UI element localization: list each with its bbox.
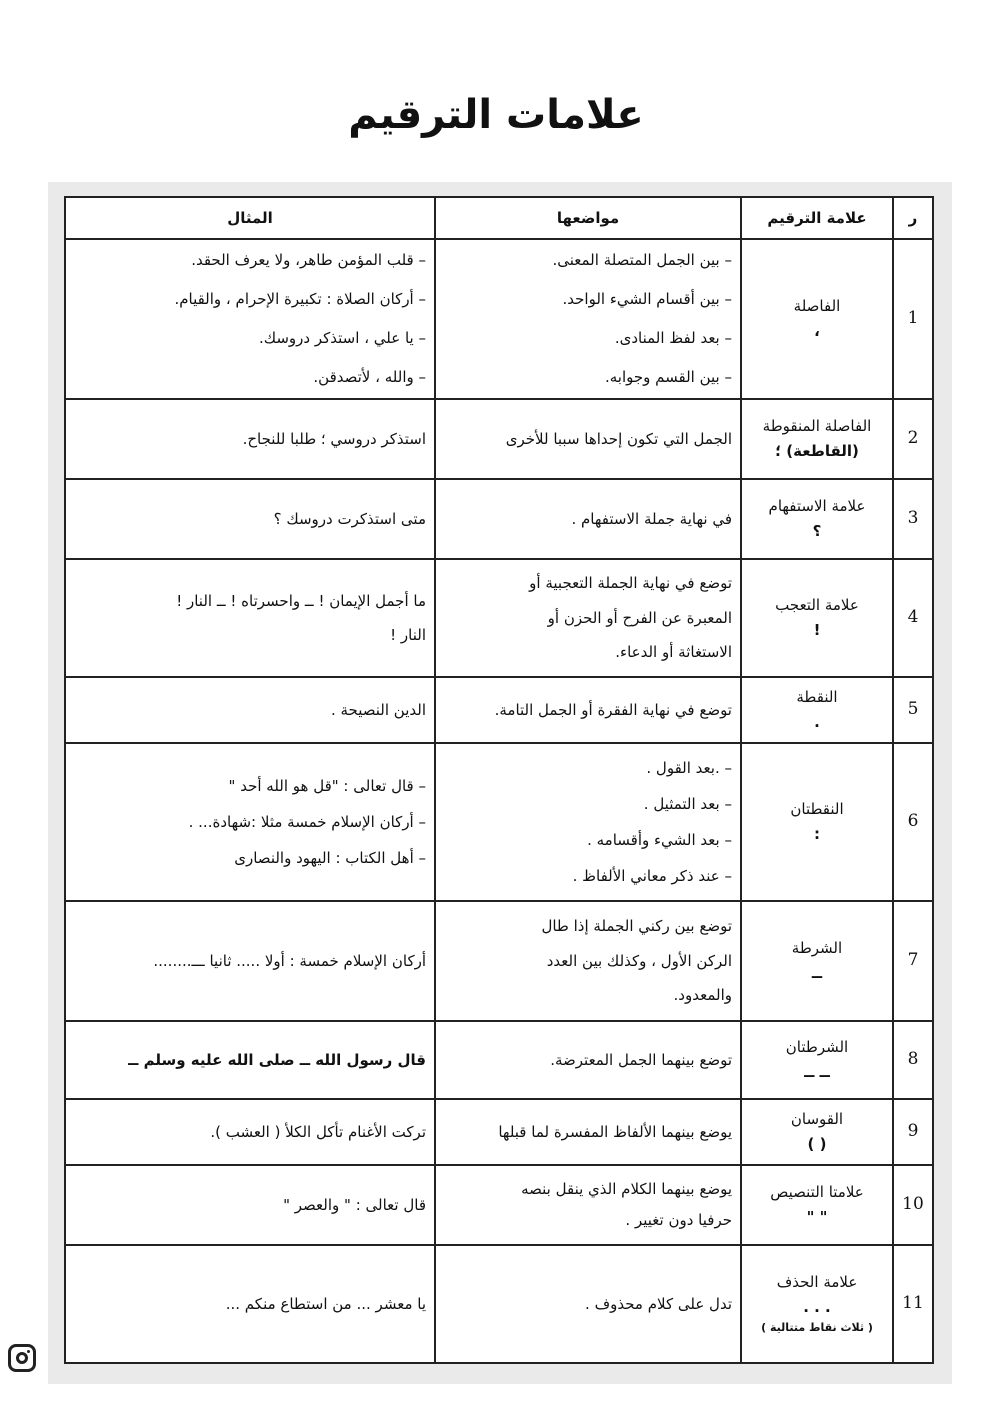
table-row	[65, 1021, 933, 1099]
example-cell	[65, 479, 435, 559]
mark-cell	[741, 743, 893, 901]
uses-cell	[435, 239, 741, 399]
mark-cell	[741, 677, 893, 743]
row-number: 8	[893, 1021, 933, 1099]
row-number: 2	[893, 399, 933, 479]
mark-name: النقطتان	[790, 800, 844, 819]
use-line: – عند ذكر معاني الألفاظ .	[572, 867, 732, 885]
row-number: 7	[893, 901, 933, 1021]
use-line: – بعد التمثيل .	[643, 795, 732, 813]
punctuation-table	[64, 196, 934, 1364]
example-line: – يا علي ، استذكر دروسك.	[258, 329, 426, 347]
table-row	[65, 1165, 933, 1245]
uses-cell	[435, 479, 741, 559]
mark-cell	[741, 1099, 893, 1165]
use-line: – بين الجمل المتصلة المعنى.	[552, 251, 732, 269]
mark-symbol: . . .	[803, 1298, 831, 1317]
example-cell	[65, 1099, 435, 1165]
row-number: 6	[893, 743, 933, 901]
row-number: 5	[893, 677, 933, 743]
header-example: المثال	[65, 197, 435, 239]
example-cell	[65, 239, 435, 399]
use-line: يوضع بينهما الألفاظ المفسرة لما قبلها	[498, 1122, 732, 1141]
table-header-row	[65, 197, 933, 239]
use-line: – بعد الشيء وأقسامه .	[587, 831, 732, 849]
use-line: الاستغاثة أو الدعاء.	[615, 643, 732, 662]
mark-cell	[741, 479, 893, 559]
mark-name: القوسان	[790, 1110, 844, 1129]
row-number: 3	[893, 479, 933, 559]
mark-symbol: ،	[814, 322, 820, 340]
mark-symbol: :	[814, 825, 820, 843]
example-line: تركت الأغنام تأكل الكلأ ( العشب ).	[210, 1122, 426, 1141]
row-number: 11	[893, 1245, 933, 1363]
example-line: – قلب المؤمن طاهر، ولا يعرف الحقد.	[191, 251, 426, 269]
example-cell	[65, 1021, 435, 1099]
table-row	[65, 1245, 933, 1363]
use-line: الركن الأول ، وكذلك بين العدد	[546, 951, 732, 970]
example-cell	[65, 1165, 435, 1245]
mark-name: علامة الاستفهام	[768, 497, 866, 516]
example-line: – أركان الإسلام خمسة مثلا :شهادة... .	[188, 813, 426, 831]
example-line: النار !	[390, 626, 426, 644]
example-cell	[65, 901, 435, 1021]
mark-note: ( ثلاث نقاط متتالية )	[761, 1320, 873, 1334]
example-cell	[65, 399, 435, 479]
uses-cell	[435, 743, 741, 901]
uses-cell	[435, 1021, 741, 1099]
mark-symbol: (القاطعة) ؛	[775, 442, 859, 460]
use-line: في نهاية جملة الاستفهام .	[571, 509, 732, 528]
use-line: توضع بين ركني الجملة إذا طال	[541, 917, 732, 936]
use-line: حرفيا دون تغيير .	[625, 1211, 732, 1229]
mark-name: الشرطة	[791, 939, 843, 958]
mark-name: علامتا التنصيص	[770, 1183, 864, 1202]
example-line: – أركان الصلاة : تكبيرة الإحرام ، والقيام.	[174, 290, 426, 308]
example-line: ما أجمل الإيمان ! ــ واحسرتاه ! ــ النار !	[176, 591, 426, 610]
use-line: المعبرة عن الفرح أو الحزن أو	[547, 608, 732, 627]
uses-cell	[435, 559, 741, 677]
mark-name: الفاصلة المنقوطة	[762, 417, 872, 436]
mark-cell	[741, 399, 893, 479]
page-title: علامات الترقيم	[348, 92, 644, 138]
mark-symbol: " "	[806, 1208, 828, 1226]
table-row	[65, 399, 933, 479]
use-line: الجمل التي تكون إحداها سببا للأخرى	[505, 429, 732, 448]
use-line: – بين أقسام الشيء الواحد.	[562, 290, 732, 308]
table-row	[65, 743, 933, 901]
example-cell	[65, 743, 435, 901]
table-row	[65, 479, 933, 559]
mark-name: علامة الحذف	[776, 1273, 858, 1292]
row-number: 9	[893, 1099, 933, 1165]
use-line: توضع في نهاية الجملة التعجبية أو	[529, 574, 732, 593]
example-line: قال رسول الله ــ صلى الله عليه وسلم ــ	[128, 1050, 426, 1069]
use-line: يوضع بينهما الكلام الذي ينقل بنصه	[521, 1179, 732, 1198]
example-line: – قال تعالى : "قل هو الله أحد "	[228, 777, 426, 795]
header-mark: علامة الترقيم	[741, 197, 893, 239]
table-row	[65, 677, 933, 743]
uses-cell	[435, 1165, 741, 1245]
mark-name: النقطة	[796, 688, 838, 707]
header-num: ر	[893, 197, 933, 239]
example-cell	[65, 559, 435, 677]
example-line: – والله ، لأتصدقن.	[313, 368, 426, 386]
mark-cell	[741, 1165, 893, 1245]
example-line: يا معشر ... من استطاع منكم ...	[225, 1294, 426, 1313]
row-number: 4	[893, 559, 933, 677]
mark-cell	[741, 1245, 893, 1363]
table-row	[65, 901, 933, 1021]
use-line: – .بعد القول .	[646, 759, 732, 777]
mark-cell	[741, 901, 893, 1021]
uses-cell	[435, 677, 741, 743]
use-line: تدل على كلام محذوف .	[585, 1294, 732, 1313]
example-cell	[65, 677, 435, 743]
uses-cell	[435, 1245, 741, 1363]
mark-cell	[741, 1021, 893, 1099]
uses-cell	[435, 399, 741, 479]
uses-cell	[435, 901, 741, 1021]
example-cell	[65, 1245, 435, 1363]
table-row	[65, 559, 933, 677]
use-line: – بين القسم وجوابه.	[604, 368, 732, 386]
table-row	[65, 1099, 933, 1165]
row-number: 1	[893, 239, 933, 399]
mark-symbol: .	[814, 713, 820, 731]
use-line: – بعد لفظ المنادى.	[614, 329, 732, 347]
example-line: استذكر دروسي ؛ طلبا للنجاح.	[242, 429, 426, 448]
example-line: أركان الإسلام خمسة : أولا ..... ثانيا ـــ........	[153, 951, 426, 970]
use-line: توضع في نهاية الفقرة أو الجمل التامة.	[494, 700, 732, 719]
mark-symbol: ــ	[811, 964, 823, 982]
mark-cell	[741, 559, 893, 677]
mark-symbol: ؟	[812, 522, 822, 540]
mark-symbol: ( )	[807, 1135, 827, 1153]
example-line: الدين النصيحة .	[330, 700, 426, 719]
uses-cell	[435, 1099, 741, 1165]
mark-symbol: !	[813, 621, 821, 639]
header-uses: مواضعها	[435, 197, 741, 239]
use-line: والمعدود.	[673, 986, 732, 1005]
mark-name: الفاصلة	[793, 297, 841, 316]
example-line: – أهل الكتاب : اليهود والنصارى	[234, 849, 426, 867]
mark-name: علامة التعجب	[775, 596, 859, 615]
mark-name: الشرطتان	[785, 1038, 849, 1057]
example-line: قال تعالى : " والعصر "	[283, 1195, 426, 1214]
instagram-icon	[8, 1344, 36, 1372]
example-line: متى استذكرت دروسك ؟	[273, 509, 426, 528]
row-number: 10	[893, 1165, 933, 1245]
mark-symbol: ــ ــ	[804, 1063, 830, 1081]
mark-cell	[741, 239, 893, 399]
use-line: توضع بينهما الجمل المعترضة.	[550, 1050, 732, 1069]
table-row	[65, 239, 933, 399]
